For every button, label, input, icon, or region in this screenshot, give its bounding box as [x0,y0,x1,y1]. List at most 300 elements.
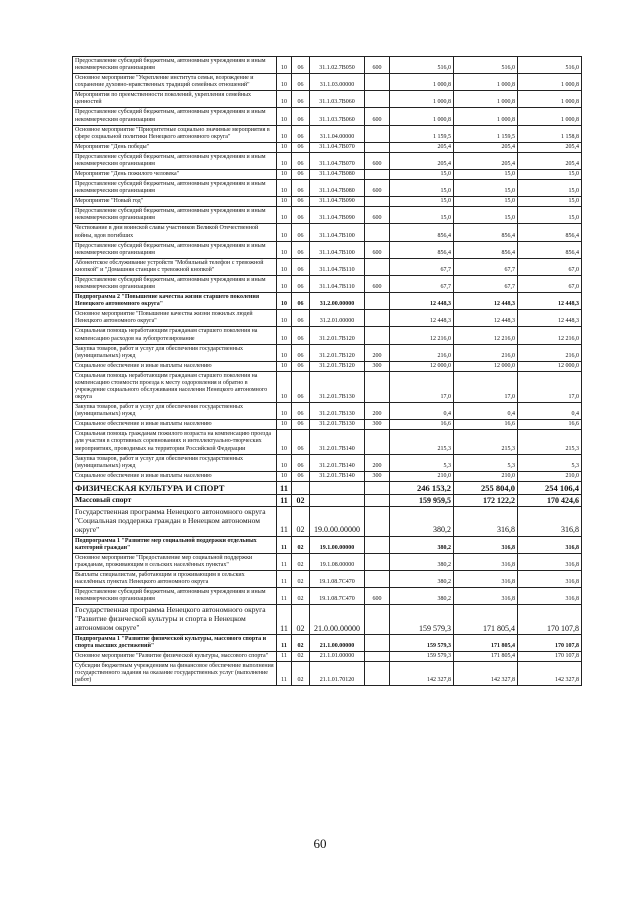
budget-table [72,56,582,686]
subsection-code-cell: 06 [292,371,310,402]
amount-year2-cell: 205,4 [454,142,518,152]
table-row [73,293,582,310]
amount-year1-cell: 205,4 [390,152,454,169]
amount-year3-cell: 0,4 [518,403,582,420]
expense-type-cell [365,371,390,402]
section-code-cell: 10 [277,361,292,371]
target-article-cell [310,494,365,506]
table-row [73,471,582,481]
amount-year1-cell: 159 579,3 [390,634,454,651]
expense-type-cell: 300 [365,361,390,371]
subsection-code-cell: 02 [292,634,310,651]
expense-type-cell: 600 [365,241,390,258]
expense-type-cell: 600 [365,207,390,224]
row-name-cell: Мероприятие "День пожилого человека" [73,170,277,180]
amount-year3-cell: 1 000,8 [518,108,582,125]
amount-year2-cell: 171 805,4 [454,652,518,662]
expense-type-cell [365,74,390,91]
section-code-cell: 10 [277,125,292,142]
amount-year2-cell: 316,8 [454,588,518,605]
subsection-code-cell: 02 [292,494,310,506]
amount-year1-cell: 1 000,8 [390,108,454,125]
row-name-cell: Предоставление субсидий бюджетным, автономным учреждениям и иным некоммерческим организациям [73,207,277,224]
amount-year3-cell: 17,0 [518,371,582,402]
amount-year1-cell: 380,2 [390,571,454,588]
section-code-cell: 10 [277,344,292,361]
amount-year1-cell: 15,0 [390,170,454,180]
table-row [73,481,582,494]
section-code-cell: 10 [277,403,292,420]
subsection-code-cell: 06 [292,207,310,224]
amount-year2-cell: 12 448,3 [454,293,518,310]
amount-year2-cell: 205,4 [454,152,518,169]
subsection-code-cell: 06 [292,241,310,258]
amount-year1-cell: 856,4 [390,241,454,258]
subsection-code-cell: 06 [292,224,310,241]
table-row [73,536,582,553]
table-row [73,344,582,361]
table-row [73,207,582,224]
target-article-cell: 31.1.04.7В070 [310,142,365,152]
amount-year3-cell: 215,3 [518,430,582,454]
amount-year3-cell: 1 000,8 [518,91,582,108]
row-name-cell: Социальная помощь гражданам пожилого возраста на компенсацию проезда для участия в спортивных соревнованиях и интеллектуально-творческих мероприятиях, проводимых на территории Российской Федерации [73,430,277,454]
amount-year2-cell: 172 122,2 [454,494,518,506]
expense-type-cell [365,494,390,506]
amount-year1-cell: 15,0 [390,207,454,224]
expense-type-cell [365,652,390,662]
expense-type-cell [365,125,390,142]
amount-year3-cell: 856,4 [518,224,582,241]
section-code-cell: 11 [277,662,292,686]
table-row [73,142,582,152]
table-row [73,327,582,344]
expense-type-cell [365,293,390,310]
target-article-cell: 31.2.01.7В130 [310,403,365,420]
amount-year3-cell: 15,0 [518,197,582,207]
subsection-code-cell: 06 [292,142,310,152]
section-code-cell: 10 [277,57,292,74]
subsection-code-cell: 06 [292,74,310,91]
subsection-code-cell: 06 [292,197,310,207]
row-name-cell: Чествование в дни воинской славы участников Великой Отечественной войны, вдов погибших [73,224,277,241]
table-row [73,152,582,169]
amount-year1-cell: 380,2 [390,553,454,570]
amount-year1-cell: 216,0 [390,344,454,361]
section-code-cell: 11 [277,605,292,635]
table-row [73,494,582,506]
amount-year1-cell: 5,3 [390,454,454,471]
row-name-cell: Мероприятие "День победы" [73,142,277,152]
table-row [73,430,582,454]
amount-year2-cell: 142 327,8 [454,662,518,686]
table-row [73,652,582,662]
subsection-code-cell: 06 [292,125,310,142]
amount-year1-cell: 15,0 [390,197,454,207]
amount-year3-cell: 1 000,8 [518,74,582,91]
amount-year3-cell: 12 216,0 [518,327,582,344]
amount-year3-cell: 316,8 [518,536,582,553]
section-code-cell: 10 [277,152,292,169]
table-row [73,108,582,125]
expense-type-cell [365,327,390,344]
expense-type-cell [365,553,390,570]
target-article-cell: 31.1.04.00000 [310,125,365,142]
row-name-cell: Предоставление субсидий бюджетным, автономным учреждениям и иным некоммерческим организациям [73,275,277,292]
target-article-cell: 31.2.01.7В130 [310,420,365,430]
row-name-cell: Подпрограмма 1 "Развитие физической культуры, массового спорта и спорта высших достижений" [73,634,277,651]
amount-year2-cell: 5,3 [454,454,518,471]
table-row [73,605,582,635]
expense-type-cell [365,197,390,207]
section-code-cell: 10 [277,142,292,152]
target-article-cell: 31.2.01.7В140 [310,454,365,471]
amount-year1-cell: 12 448,3 [390,293,454,310]
section-code-cell: 10 [277,224,292,241]
section-code-cell: 11 [277,634,292,651]
subsection-code-cell: 06 [292,57,310,74]
target-article-cell: 31.1.04.7В090 [310,197,365,207]
target-article-cell: 31.1.04.7В090 [310,207,365,224]
amount-year1-cell: 205,4 [390,142,454,152]
table-row [73,371,582,402]
subsection-code-cell: 02 [292,652,310,662]
amount-year3-cell: 15,0 [518,170,582,180]
section-code-cell: 10 [277,471,292,481]
subsection-code-cell: 06 [292,275,310,292]
table-row [73,588,582,605]
row-name-cell: Выплаты специалистам, работающим и проживающим в сельских населённых пунктах Ненецкого автономного округа [73,571,277,588]
row-name-cell: Государственная программа Ненецкого автономного округа "Социальная поддержка граждан в Ненецком автономном округе" [73,507,277,537]
amount-year3-cell: 170 107,8 [518,652,582,662]
amount-year1-cell: 215,3 [390,430,454,454]
table-row [73,662,582,686]
section-code-cell: 11 [277,481,292,494]
amount-year3-cell: 316,8 [518,571,582,588]
amount-year3-cell: 205,4 [518,142,582,152]
table-row [73,275,582,292]
row-name-cell: Массовый спорт [73,494,277,506]
table-row [73,634,582,651]
amount-year1-cell: 210,0 [390,471,454,481]
amount-year2-cell: 15,0 [454,197,518,207]
amount-year1-cell: 12 000,0 [390,361,454,371]
table-row [73,224,582,241]
amount-year3-cell: 205,4 [518,152,582,169]
section-code-cell: 10 [277,241,292,258]
section-code-cell: 11 [277,588,292,605]
amount-year1-cell: 1 159,5 [390,125,454,142]
target-article-cell: 31.1.03.7В060 [310,91,365,108]
row-name-cell: Предоставление субсидий бюджетным, автономным учреждениям и иным некоммерческим организациям [73,588,277,605]
section-code-cell: 10 [277,420,292,430]
amount-year2-cell: 1 000,8 [454,91,518,108]
amount-year2-cell: 316,8 [454,507,518,537]
amount-year3-cell: 856,4 [518,241,582,258]
section-code-cell: 11 [277,507,292,537]
subsection-code-cell: 06 [292,471,310,481]
table-row [73,571,582,588]
row-name-cell: Основное мероприятие "Предоставление мер социальной поддержки гражданам, проживающим в сельских населённых пунктах" [73,553,277,570]
row-name-cell: Мероприятие "Новый год" [73,197,277,207]
target-article-cell: 21.1.01.70120 [310,662,365,686]
amount-year2-cell: 255 804,0 [454,481,518,494]
row-name-cell: Социальное обеспечение и иные выплаты населению [73,471,277,481]
table-row [73,553,582,570]
amount-year3-cell: 210,0 [518,471,582,481]
amount-year1-cell: 159 579,3 [390,605,454,635]
amount-year2-cell: 171 805,4 [454,605,518,635]
row-name-cell: Подпрограмма 2 "Повышение качества жизни старшего поколения Ненецкого автономного округа" [73,293,277,310]
amount-year3-cell: 216,0 [518,344,582,361]
expense-type-cell [365,481,390,494]
section-code-cell: 11 [277,553,292,570]
amount-year1-cell: 17,0 [390,371,454,402]
table-row [73,197,582,207]
expense-type-cell: 600 [365,57,390,74]
section-code-cell: 10 [277,180,292,197]
amount-year2-cell: 856,4 [454,224,518,241]
amount-year2-cell: 17,0 [454,371,518,402]
target-article-cell: 31.1.04.7В100 [310,241,365,258]
subsection-code-cell: 02 [292,662,310,686]
subsection-code-cell: 06 [292,344,310,361]
target-article-cell: 31.1.02.7В050 [310,57,365,74]
amount-year2-cell: 12 216,0 [454,327,518,344]
target-article-cell: 19.1.08.7С470 [310,571,365,588]
subsection-code-cell: 06 [292,180,310,197]
subsection-code-cell: 06 [292,454,310,471]
amount-year1-cell: 380,2 [390,507,454,537]
table-row [73,420,582,430]
table-row [73,241,582,258]
amount-year1-cell: 380,2 [390,536,454,553]
section-code-cell: 10 [277,258,292,275]
section-code-cell: 10 [277,310,292,327]
target-article-cell: 31.1.03.00000 [310,74,365,91]
subsection-code-cell: 06 [292,293,310,310]
row-name-cell: Основное мероприятие "Укрепление института семьи, возрождение и сохранение духовно-нравственных традиций семейных отношений" [73,74,277,91]
expense-type-cell [365,605,390,635]
expense-type-cell [365,91,390,108]
target-article-cell: 31.2.01.7В120 [310,344,365,361]
row-name-cell: Предоставление субсидий бюджетным, автономным учреждениям и иным некоммерческим организациям [73,57,277,74]
subsection-code-cell: 02 [292,536,310,553]
row-name-cell: ФИЗИЧЕСКАЯ КУЛЬТУРА И СПОРТ [73,481,277,494]
expense-type-cell [365,662,390,686]
amount-year3-cell: 170 424,6 [518,494,582,506]
target-article-cell: 31.2.01.7В140 [310,430,365,454]
row-name-cell: Государственная программа Ненецкого автономного округа "Развитие физической культуры и спорта в Ненецком автономном округе" [73,605,277,635]
amount-year3-cell: 67,0 [518,275,582,292]
amount-year3-cell: 5,3 [518,454,582,471]
target-article-cell: 31.1.04.7В080 [310,180,365,197]
target-article-cell: 31.1.04.7В110 [310,258,365,275]
section-code-cell: 10 [277,430,292,454]
target-article-cell: 19.1.00.00000 [310,536,365,553]
amount-year3-cell: 16,6 [518,420,582,430]
amount-year1-cell: 142 327,8 [390,662,454,686]
row-name-cell: Социальная помощь неработающим гражданам старшего поколения на компенсацию расходов на зубопротезирование [73,327,277,344]
subsection-code-cell: 06 [292,420,310,430]
amount-year1-cell: 1 000,8 [390,74,454,91]
target-article-cell: 21.1.01.00000 [310,652,365,662]
amount-year2-cell: 316,8 [454,571,518,588]
amount-year2-cell: 316,8 [454,536,518,553]
target-article-cell: 19.0.00.00000 [310,507,365,537]
amount-year2-cell: 856,4 [454,241,518,258]
subsection-code-cell: 06 [292,403,310,420]
amount-year2-cell: 67,7 [454,275,518,292]
amount-year3-cell: 67,0 [518,258,582,275]
row-name-cell: Социальное обеспечение и иные выплаты населению [73,420,277,430]
amount-year3-cell: 142 327,8 [518,662,582,686]
expense-type-cell: 600 [365,152,390,169]
expense-type-cell [365,536,390,553]
target-article-cell: 31.1.04.7В100 [310,224,365,241]
target-article-cell: 31.1.04.7В070 [310,152,365,169]
target-article-cell: 31.2.00.00000 [310,293,365,310]
section-code-cell: 10 [277,197,292,207]
row-name-cell: Закупка товаров, работ и услуг для обеспечения государственных (муниципальных) нужд [73,454,277,471]
amount-year2-cell: 316,8 [454,553,518,570]
amount-year2-cell: 210,0 [454,471,518,481]
target-article-cell [310,481,365,494]
amount-year3-cell: 12 448,3 [518,310,582,327]
table-row [73,310,582,327]
row-name-cell: Подпрограмма 1 "Развитие мер социальной поддержки отдельных категорий граждан" [73,536,277,553]
row-name-cell: Предоставление субсидий бюджетным, автономным учреждениям и иным некоммерческим организациям [73,108,277,125]
target-article-cell: 31.1.03.7В060 [310,108,365,125]
subsection-code-cell: 02 [292,507,310,537]
row-name-cell: Социальная помощь неработающим гражданам старшего поколения на компенсацию стоимости проезда к месту оздоровления и обратно в учреждение социального обслуживания населения Ненецкого автономного округа [73,371,277,402]
amount-year1-cell: 12 448,3 [390,310,454,327]
amount-year2-cell: 216,0 [454,344,518,361]
subsection-code-cell: 02 [292,571,310,588]
table-row [73,91,582,108]
subsection-code-cell: 06 [292,430,310,454]
page-number: 60 [313,836,327,851]
subsection-code-cell: 06 [292,361,310,371]
amount-year2-cell: 12 448,3 [454,310,518,327]
amount-year1-cell: 159 959,5 [390,494,454,506]
target-article-cell: 21.1.00.00000 [310,634,365,651]
subsection-code-cell: 06 [292,310,310,327]
section-code-cell: 10 [277,371,292,402]
table-row [73,180,582,197]
amount-year1-cell: 246 153,2 [390,481,454,494]
amount-year1-cell: 16,6 [390,420,454,430]
amount-year1-cell: 0,4 [390,403,454,420]
section-code-cell: 10 [277,454,292,471]
amount-year3-cell: 170 107,8 [518,634,582,651]
row-name-cell: Предоставление субсидий бюджетным, автономным учреждениям и иным некоммерческим организациям [73,180,277,197]
table-row [73,74,582,91]
amount-year1-cell: 856,4 [390,224,454,241]
amount-year3-cell: 316,8 [518,588,582,605]
amount-year2-cell: 1 000,8 [454,74,518,91]
expense-type-cell [365,310,390,327]
section-code-cell: 10 [277,108,292,125]
amount-year2-cell: 16,6 [454,420,518,430]
row-name-cell: Предоставление субсидий бюджетным, автономным учреждениям и иным некоммерческим организациям [73,241,277,258]
expense-type-cell [365,142,390,152]
expense-type-cell [365,224,390,241]
row-name-cell: Основное мероприятие "Приоритетные социально значимые мероприятия в сфере социальной политики Ненецкого автономного округа" [73,125,277,142]
target-article-cell: 19.1.08.00000 [310,553,365,570]
target-article-cell: 31.1.04.7В080 [310,170,365,180]
section-code-cell: 11 [277,494,292,506]
amount-year2-cell: 67,7 [454,258,518,275]
amount-year3-cell: 516,0 [518,57,582,74]
amount-year2-cell: 171 805,4 [454,634,518,651]
target-article-cell: 31.2.01.7В130 [310,371,365,402]
row-name-cell: Абонентское обслуживание устройств "Мобильный телефон с тревожной кнопкой" и "Домашняя станция с тревожной кнопкой" [73,258,277,275]
target-article-cell: 31.2.01.7В120 [310,361,365,371]
expense-type-cell [365,258,390,275]
row-name-cell: Основное мероприятие "Повышение качества жизни пожилых людей Ненецкого автономного округа" [73,310,277,327]
table-row [73,403,582,420]
expense-type-cell [365,170,390,180]
target-article-cell: 21.0.00.00000 [310,605,365,635]
subsection-code-cell: 02 [292,553,310,570]
amount-year1-cell: 516,0 [390,57,454,74]
section-code-cell: 10 [277,275,292,292]
amount-year1-cell: 159 579,3 [390,652,454,662]
amount-year1-cell: 15,0 [390,180,454,197]
target-article-cell: 31.2.01.7В120 [310,327,365,344]
table-row [73,57,582,74]
amount-year1-cell: 12 216,0 [390,327,454,344]
amount-year1-cell: 67,7 [390,275,454,292]
row-name-cell: Субсидии бюджетным учреждениям на финансовое обеспечение выполнения государственного задания на оказание государственных услуг (выполнение работ) [73,662,277,686]
amount-year3-cell: 1 158,8 [518,125,582,142]
expense-type-cell [365,571,390,588]
subsection-code-cell: 06 [292,108,310,125]
section-code-cell: 10 [277,74,292,91]
row-name-cell: Мероприятия по преемственности поколений, укрепления семейных ценностей [73,91,277,108]
subsection-code-cell: 06 [292,170,310,180]
amount-year1-cell: 67,7 [390,258,454,275]
expense-type-cell: 600 [365,108,390,125]
amount-year3-cell: 170 107,8 [518,605,582,635]
expense-type-cell: 200 [365,454,390,471]
section-code-cell: 10 [277,170,292,180]
expense-type-cell: 600 [365,588,390,605]
subsection-code-cell: 06 [292,91,310,108]
section-code-cell: 10 [277,91,292,108]
expense-type-cell: 600 [365,275,390,292]
amount-year3-cell: 12 000,0 [518,361,582,371]
expense-type-cell [365,634,390,651]
table-row [73,361,582,371]
row-name-cell: Закупка товаров, работ и услуг для обеспечения государственных (муниципальных) нужд [73,344,277,361]
table-row [73,170,582,180]
section-code-cell: 11 [277,536,292,553]
subsection-code-cell: 02 [292,605,310,635]
section-code-cell: 10 [277,207,292,224]
section-code-cell: 10 [277,293,292,310]
amount-year3-cell: 316,8 [518,553,582,570]
amount-year1-cell: 380,2 [390,588,454,605]
amount-year2-cell: 1 000,8 [454,108,518,125]
target-article-cell: 31.2.01.7В140 [310,471,365,481]
expense-type-cell: 300 [365,471,390,481]
amount-year2-cell: 516,0 [454,57,518,74]
target-article-cell: 31.2.01.00000 [310,310,365,327]
table-row [73,258,582,275]
amount-year2-cell: 1 159,5 [454,125,518,142]
